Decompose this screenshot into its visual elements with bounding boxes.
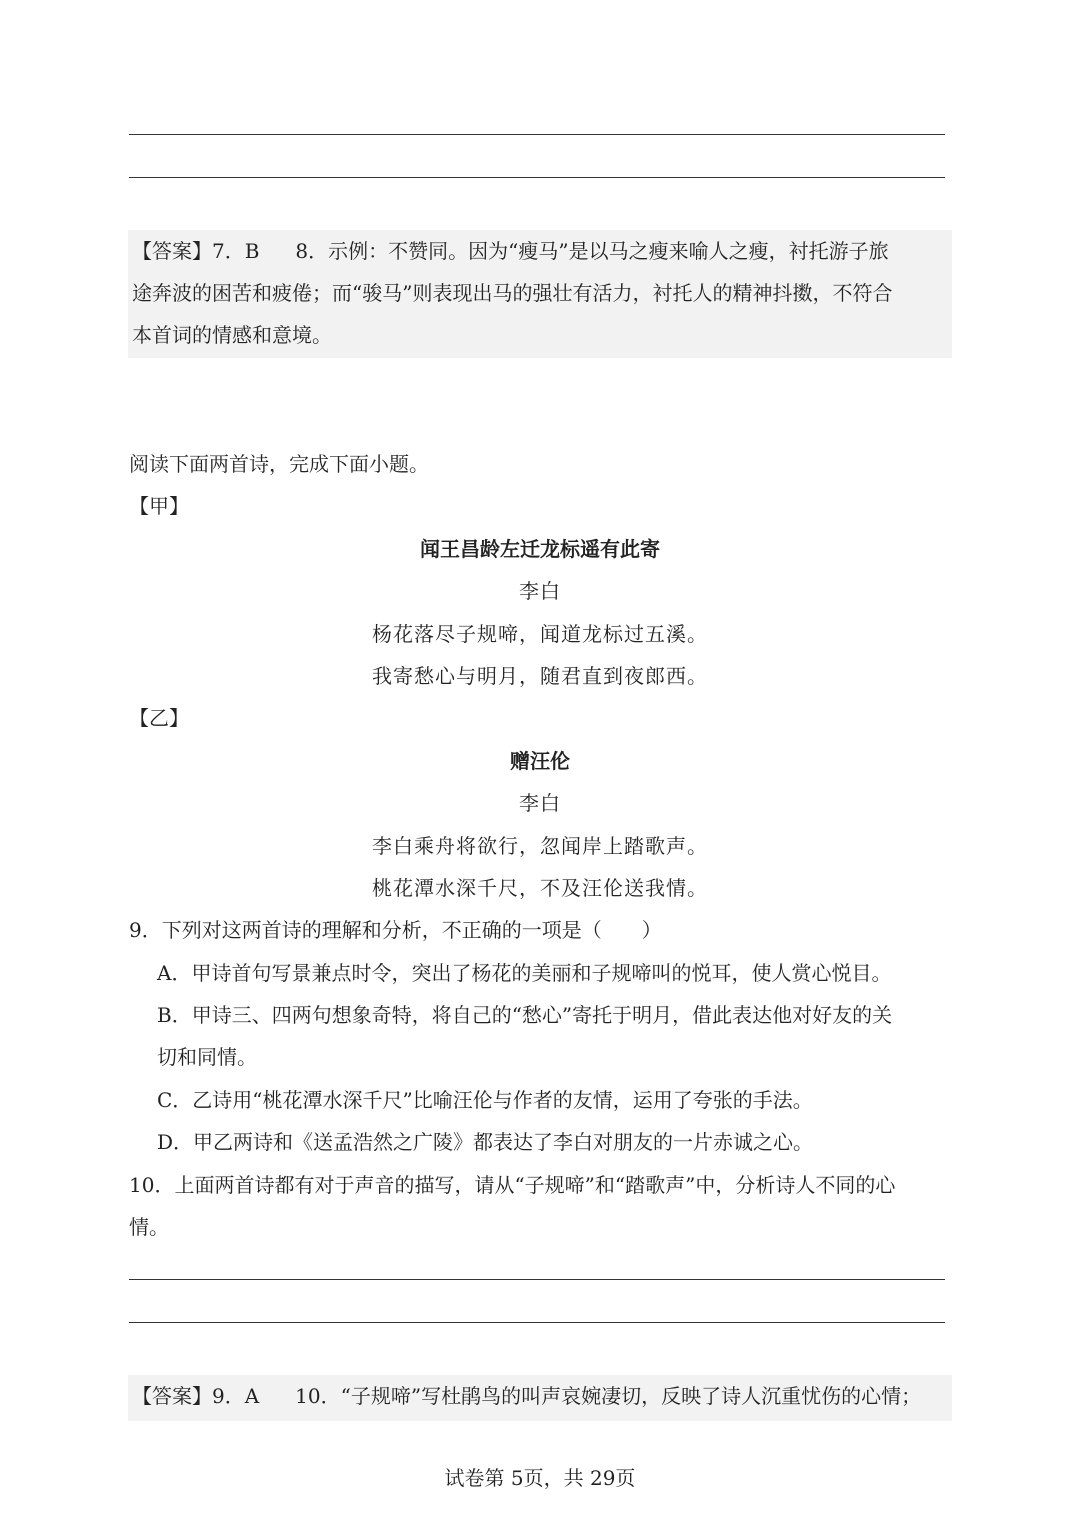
answer-label: 【答案】 — [132, 1384, 212, 1408]
poem-b-marker: 【乙】 — [129, 706, 189, 730]
poem-a-line-2: 我寄愁心与明月，随君直到夜郎西。 — [372, 664, 708, 688]
question-10-stem-cont: 情。 — [129, 1215, 169, 1239]
answer-line-1 — [129, 134, 945, 135]
poem-b-author: 李白 — [519, 791, 561, 815]
answer-box-7-8 — [128, 230, 952, 358]
answer-q7: 7．B — [212, 239, 260, 263]
question-9-stem: 9．下列对这两首诗的理解和分析，不正确的一项是（ ） — [129, 918, 662, 942]
answer-label: 【答案】 — [132, 239, 212, 263]
answer-q10-text: 10．“子规啼”写杜鹃鸟的叫声哀婉凄切，反映了诗人沉重忧伤的心情； — [295, 1384, 922, 1408]
question-9-option-b: B．甲诗三、四两句想象奇特，将自己的“愁心”寄托于明月，借此表达他对好友的关 — [157, 1003, 893, 1027]
answer-q9: 9．A — [212, 1384, 260, 1408]
answer-q8-text: 8．示例：不赞同。因为“瘦马”是以马之瘦来喻人之瘦，衬托游子旅 — [295, 239, 889, 263]
answer-line-2 — [129, 177, 945, 178]
question-9-option-b-cont: 切和同情。 — [157, 1045, 257, 1069]
poem-b-line-2: 桃花潭水深千尺，不及汪伦送我情。 — [372, 876, 708, 900]
question-9-option-a: A．甲诗首句写景兼点时令，突出了杨花的美丽和子规啼叫的悦耳，使人赏心悦目。 — [157, 961, 892, 985]
answer-line: 途奔波的困苦和疲倦；而“骏马”则表现出马的强壮有活力，衬托人的精神抖擞，不符合 — [132, 281, 893, 305]
answer-line-4 — [129, 1322, 945, 1323]
answer-line: 本首词的情感和意境。 — [132, 323, 332, 347]
reading-instruction: 阅读下面两首诗，完成下面小题。 — [129, 452, 429, 476]
page-footer: 试卷第 5页，共 29页 — [444, 1466, 636, 1490]
question-9-option-d: D．甲乙两诗和《送孟浩然之广陵》都表达了李白对朋友的一片赤诚之心。 — [157, 1130, 814, 1154]
poem-a-title: 闻王昌龄左迁龙标遥有此寄 — [420, 537, 660, 561]
poem-a-author: 李白 — [519, 579, 561, 603]
answer-box-9-10 — [128, 1375, 952, 1421]
poem-b-title: 赠汪伦 — [510, 749, 570, 773]
question-10-stem: 10．上面两首诗都有对于声音的描写，请从“子规啼”和“踏歌声”中，分析诗人不同的心 — [129, 1173, 896, 1197]
poem-a-line-1: 杨花落尽子规啼，闻道龙标过五溪。 — [372, 622, 708, 646]
poem-a-marker: 【甲】 — [129, 494, 189, 518]
answer-line — [132, 230, 948, 272]
question-9-option-c: C．乙诗用“桃花潭水深千尺”比喻汪伦与作者的友情，运用了夸张的手法。 — [157, 1088, 813, 1112]
answer-line-3 — [129, 1279, 945, 1280]
answer-line — [132, 1375, 948, 1417]
poem-b-line-1: 李白乘舟将欲行，忽闻岸上踏歌声。 — [372, 834, 708, 858]
